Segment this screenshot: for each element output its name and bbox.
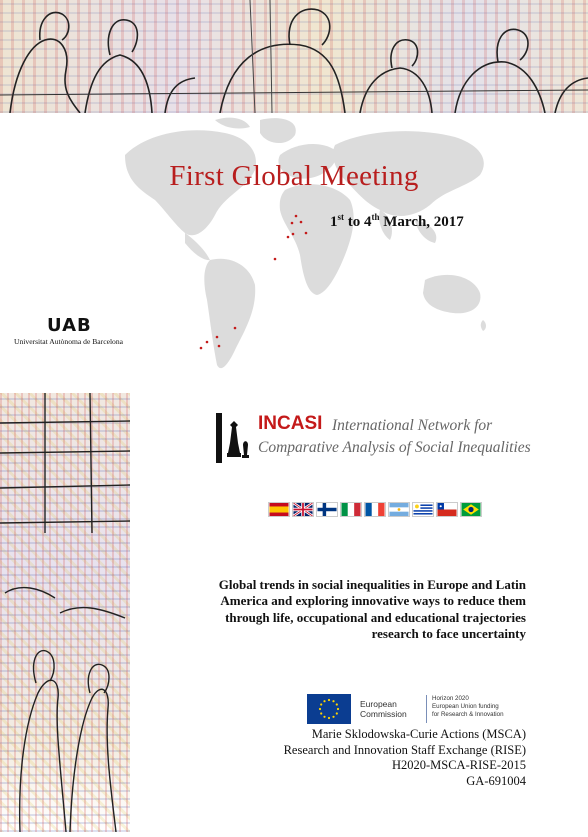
- france-flag-icon: [364, 502, 386, 517]
- horizon-2020-label: Horizon 2020 European Union funding for Research & Innovation: [432, 695, 504, 718]
- uab-logo: [14, 315, 136, 347]
- program-line-rise: Research and Innovation Staff Exchange (RISE): [283, 742, 526, 757]
- european-commission-label: European Commission: [360, 699, 407, 719]
- uab-logo-name: Universitat Autònoma de Barcelona: [14, 337, 124, 346]
- partner-country-flags: [268, 502, 482, 518]
- finland-flag-icon: [316, 502, 338, 517]
- italy-flag-icon: [340, 502, 362, 517]
- event-date: 1st to 4th March, 2017: [330, 212, 464, 230]
- uk-flag-icon: [292, 502, 314, 517]
- spain-flag-icon: [268, 502, 290, 517]
- eu-funding-logo: [307, 690, 519, 726]
- program-line-msca: Marie Sklodowska-Curie Actions (MSCA): [311, 727, 526, 741]
- incasi-chess-icon: [214, 413, 250, 463]
- incasi-tagline-line1: International Network for: [332, 417, 493, 434]
- uab-logo-mark: UAB: [47, 315, 92, 336]
- top-banner-illustration: [0, 0, 588, 113]
- sketch-figures-illustration: [0, 0, 588, 113]
- page-title: First Global Meeting: [169, 160, 419, 192]
- chile-flag-icon: [436, 502, 458, 517]
- project-description: Global trends in social inequalities in Europe and Latin America and exploring innovative ways to reduce them through life, occupational and educational trajectories research to face uncertainty: [218, 577, 526, 641]
- uruguay-flag-icon: [412, 502, 434, 517]
- side-illustration: [0, 393, 130, 832]
- incasi-logo-name: INCASI: [258, 413, 323, 434]
- argentina-flag-icon: [388, 502, 410, 517]
- eu-flag-icon: [307, 694, 351, 724]
- incasi-tagline-line2: Comparative Analysis of Social Inequalities: [258, 439, 531, 456]
- eu-logo-divider: [426, 695, 427, 723]
- program-line-call: H2020-MSCA-RISE-2015: [391, 758, 526, 772]
- world-map: [95, 115, 495, 385]
- program-line-grant: GA-691004: [466, 773, 526, 788]
- funding-program-details: [230, 727, 526, 789]
- brazil-flag-icon: [460, 502, 482, 517]
- sketch-people-illustration: [0, 393, 130, 832]
